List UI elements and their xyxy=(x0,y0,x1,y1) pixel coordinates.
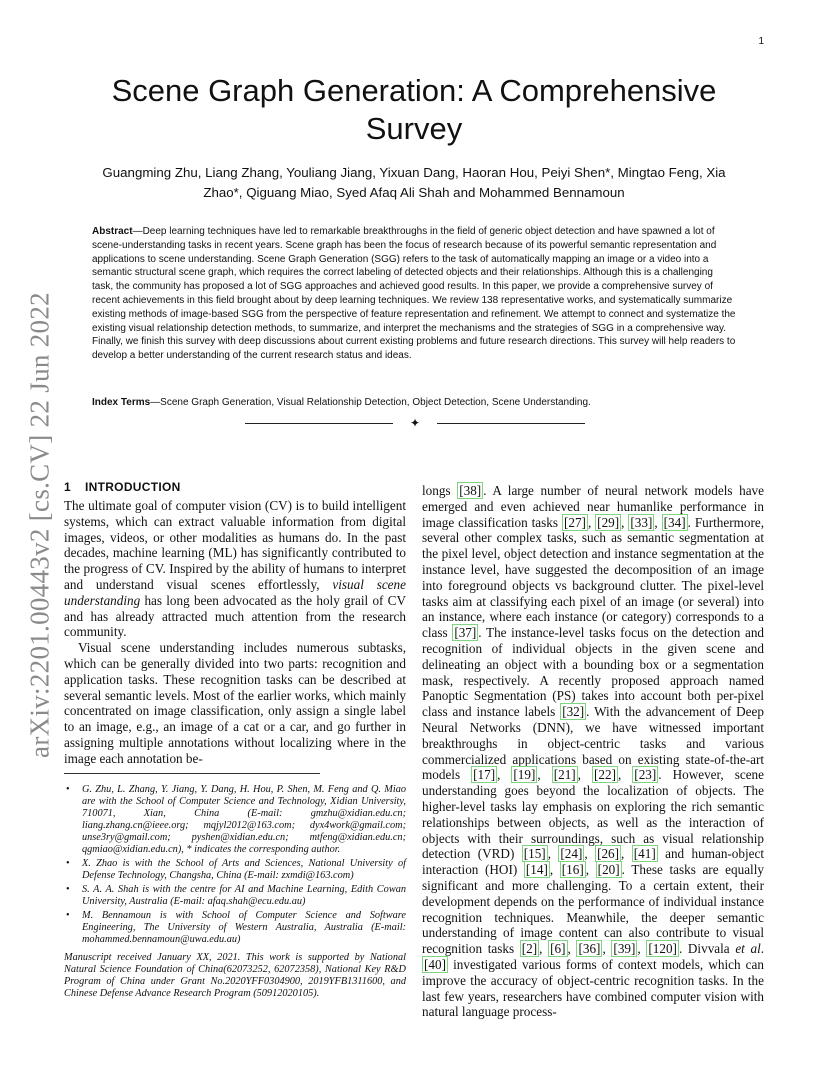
text-run: , xyxy=(577,767,592,783)
citation-link[interactable]: [20] xyxy=(597,862,620,878)
emphasis: visual scene understanding xyxy=(64,576,406,608)
section-number: 1 xyxy=(64,480,71,494)
citation-link[interactable]: [40] xyxy=(424,956,446,972)
text-run: , xyxy=(621,846,632,862)
citation-link[interactable]: [23] xyxy=(634,767,657,783)
citation-link[interactable]: [26] xyxy=(597,846,620,862)
text-run: , xyxy=(621,514,629,530)
footnote-affiliation-3: • S. A. A. Shah is with the centre for AI and Machine Learning, Edith Cowan University, Australia (E-mail: afaq.shah@ecu.edu.au) xyxy=(64,884,406,908)
citation-link[interactable]: [27] xyxy=(563,514,586,530)
citation-link[interactable]: [2] xyxy=(521,941,538,957)
index-terms-label: Index Terms xyxy=(92,397,151,408)
intro-paragraph-1 xyxy=(64,498,406,640)
text-run: , xyxy=(587,514,596,530)
citation-link[interactable]: [36] xyxy=(578,941,601,957)
abstract-text: —Deep learning techniques have led to remarkable breakthroughs in the field of generic object detection and have spawned a lot of scene-understanding tasks in recent years. Scene graph has been the focus of research because of its powerful semantic representation and applications to scene understanding. Scene Graph Generation (SGG) refers to the task of automatically mapping an image or a video into a semantic structural scene graph, which requires the correct labeling of detected objects and their relationships. Although this is a challenging task, the community has proposed a lot of SGG approaches and achieved good results. In this paper, we provide a comprehensive survey of recent achievements in this field brought about by deep learning techniques. We review 138 representative works, and systematically summarize existing methods of image-based SGG from the perspective of feature representation and refinement. We attempt to connect and systematize the existing visual relationship detection methods, to summarize, and interpret the mechanisms and the strategies of SGG in a comprehensive way. Finally, we finish this survey with deep discussions about current existing problems and future research directions. This survey will help readers to develop a better understanding of the current research status and ideas. xyxy=(92,226,736,362)
citation-link[interactable]: [6] xyxy=(550,941,566,957)
intro-paragraph-continued xyxy=(422,483,764,1020)
author-list: Guangming Zhu, Liang Zhang, Youliang Jiang, Yixuan Dang, Haoran Hou, Peiyi Shen*, Mingtao Feng, Xia Zhao*, Qiguang Miao, Syed Afaq Ali Shah and Mohammed Bennamoun xyxy=(102,165,726,200)
text-run: . Divvala xyxy=(678,941,736,957)
citation-link[interactable]: [120] xyxy=(648,941,677,957)
divider-line-left xyxy=(245,423,393,424)
text-run: . With the advancement of Deep Neural Networks (DNN), we have witnessed important breakthroughs in object-centric tasks and various commercialized applications based on existing state-of-the-art models xyxy=(422,704,764,783)
citation-link[interactable]: [22] xyxy=(594,767,616,783)
manuscript-note: Manuscript received January XX, 2021. This work is supported by National Natural Science Foundation of China(62073252, 62072358), National Key R&D Program of China under Grant No.2020YFF0304900, 2019YFB1311600, and Chinese Defense Advance Research Program (50912020105). xyxy=(64,952,406,999)
text-run: and human-object interaction (HOI) xyxy=(422,846,765,878)
citation-link[interactable]: [21] xyxy=(553,767,576,783)
intro-paragraph-2: Visual scene understanding includes numerous subtasks, which can be generally divided into two parts: recognition and application tasks. These recognition tasks can be described at several semantic levels. Most of the earlier works, which mainly concentrated on image classification, only assign a single label to an image, e.g., an image of a cat or a car, and go further in assigning multiple annotations without localizing where in the image each annotation be- xyxy=(64,640,406,766)
citation-link[interactable]: [17] xyxy=(473,767,496,783)
divider-line-right xyxy=(437,423,585,424)
footnote-affiliation-2: • X. Zhao is with the School of Arts and Sciences, National University of Defense Technology, Changsha, China (E-mail: zxmdi@163.com) xyxy=(64,858,406,882)
abstract-label: Abstract xyxy=(92,226,133,237)
emphasis: et al xyxy=(735,941,761,957)
text-run: , xyxy=(585,862,596,878)
text-run: . The instance-level tasks focus on the detection and recognition of individual objects in the given scene and delineating an object with a bounding box or a segmentation mask, respectively. A recently proposed approach named Panoptic Segmentation (PS) takes into account both per-pixel class and instance labels xyxy=(422,625,765,720)
text-run: . However, scene understanding goes beyond the localization of objects. The higher-level tasks lay emphasis on exploring the rich semantic relationships between objects, as well as the interaction of objects with their surroundings, such as visual relationship detection (VRD) xyxy=(422,767,764,862)
citation-link[interactable]: [16] xyxy=(561,862,584,878)
section-title: INTRODUCTION xyxy=(84,480,181,494)
citation-link[interactable]: [39] xyxy=(613,941,636,957)
text-run: , xyxy=(602,941,612,957)
text-run: , xyxy=(617,767,633,783)
left-column xyxy=(64,498,406,767)
citation-link[interactable]: [24] xyxy=(560,846,583,862)
arxiv-stamp-text: arXiv:2201.00443v2 [cs.CV] 22 Jun 2022 xyxy=(24,292,55,758)
section-divider xyxy=(245,416,585,430)
citation-link[interactable]: [15] xyxy=(523,846,546,862)
index-terms xyxy=(92,396,736,410)
citation-link[interactable]: [33] xyxy=(630,514,653,530)
text-run: , xyxy=(567,941,577,957)
text-run: , xyxy=(537,767,552,783)
text-run: , xyxy=(497,767,512,783)
text-run: , xyxy=(637,941,647,957)
abstract xyxy=(92,225,736,363)
page-number: 1 xyxy=(758,36,764,47)
text-run: . A large number of neural network models have emerged and even achieved near humanlike performance in image classification tasks xyxy=(422,483,765,530)
citation-link[interactable]: [34] xyxy=(663,514,686,530)
text-run: , xyxy=(547,846,559,862)
text-run: . xyxy=(760,941,765,957)
text-run: , xyxy=(584,846,596,862)
citation-link[interactable]: [38] xyxy=(459,483,482,498)
citation-link[interactable]: [14] xyxy=(525,862,548,878)
footnote-rule xyxy=(64,773,320,774)
citation-link[interactable]: [37] xyxy=(454,625,477,641)
text-run: The ultimate goal of computer vision (CV) is to build intelligent systems, which can extract valuable information from digital images, videos, or other modalities as humans do. In the past decades, machine learning (ML) has significantly contributed to the progress of CV. Inspired by the ability of humans to interpret and understand visual scenes effortlessly, xyxy=(64,498,406,592)
citation-link[interactable]: [32] xyxy=(562,704,585,720)
index-terms-text: —Scene Graph Generation, Visual Relationship Detection, Object Detection, Scene Understanding. xyxy=(150,397,591,408)
citation-link[interactable]: [29] xyxy=(597,514,620,530)
text-run: , xyxy=(539,941,549,957)
text-run: longs xyxy=(422,483,458,498)
text-run: . Furthermore, several other complex tasks, such as semantic segmentation at the pixel level, object detection and instance segmentation at the instance level, have suggested the decomposition of an image into foreground objects vs background clutter. The pixel-level tasks aim at classifying each pixel of an image (or several) into an instance, where each instance (or category) corresponds to a class xyxy=(422,514,765,641)
diamond-icon: ✦ xyxy=(409,416,421,430)
paper-title: Scene Graph Generation: A Comprehensive Survey xyxy=(111,73,717,146)
footnote-affiliation-1: • G. Zhu, L. Zhang, Y. Jiang, Y. Dang, H. Hou, P. Shen, M. Feng and Q. Miao are with the School of Computer Science and Technology, Xidian University, 710071, Xian, China (E-mail: gmzhu@xidian.edu.cn; liang.zhang.cn@ieee.org; mqjyl2012@163.com; dyx4work@gmail.com; unse3ry@gmail.com; pyshen@xidian.edu.cn; mtfeng@xidian.edu.cn; qgmiao@xidian.edu.cn), * indicates the corresponding author. xyxy=(64,784,406,856)
text-run: , xyxy=(549,862,560,878)
text-run: investigated various forms of context models, which can improve the accuracy of object-centric recognition tasks. In the last few years, researchers have combined computer vision with natural language process- xyxy=(422,956,764,1020)
text-run: . These tasks are equally significant and more challenging. To a certain extent, their development depends on the performance of individual instance recognition techniques. Meanwhile, the deeper semantic understanding of image content can also contribute to visual recognition tasks xyxy=(422,862,764,957)
footnotes xyxy=(64,784,406,1000)
citation-link[interactable]: [19] xyxy=(513,767,536,783)
section-heading xyxy=(64,480,181,494)
right-column xyxy=(422,483,764,1020)
text-run: has long been advocated as the holy grail of CV and has already attracted much attention from the research community. xyxy=(64,592,406,640)
footnote-affiliation-4: • M. Bennamoun is with School of Computer Science and Software Engineering, The University of Western Australia, Australia (E-mail: mohammed.bennamoun@uwa.edu.au) xyxy=(64,910,406,946)
arxiv-stamp xyxy=(20,290,60,760)
text-run: , xyxy=(654,514,662,530)
citation-link[interactable]: [41] xyxy=(633,846,656,862)
